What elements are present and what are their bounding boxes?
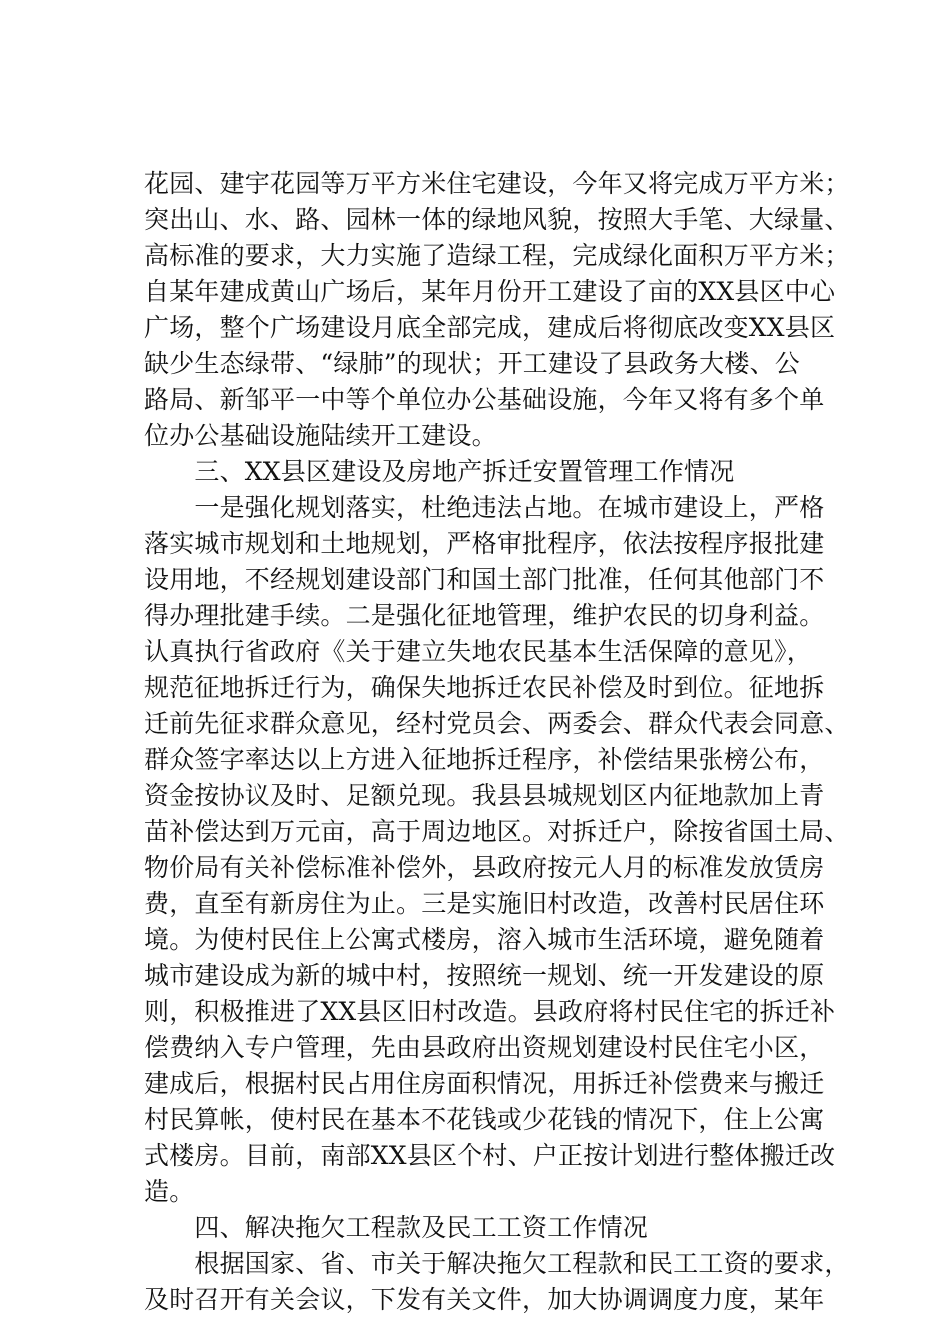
text-line: 一是强化规划落实，杜绝违法占地。在城市建设上，严格 — [144, 493, 825, 522]
text-line: 偿费纳入专户管理，先由县政府出资规划建设村民住宅小区， — [144, 1033, 825, 1062]
text-line: 突出山、水、路、园林一体的绿地风貌，按照大手笔、大绿量、 — [144, 205, 850, 234]
text-line: 城市建设成为新的城中村，按照统一规划、统一开发建设的原 — [144, 961, 825, 990]
text-line: 建成后，根据村民占用住房面积情况，用拆迁补偿费来与搬迁 — [144, 1069, 825, 1098]
text-line: 规范征地拆迁行为，确保失地拆迁农民补偿及时到位。征地拆 — [144, 673, 825, 702]
section-heading: 三、XX县区建设及房地产拆迁安置管理工作情况 — [144, 457, 735, 486]
text-line: 资金按协议及时、足额兑现。我县县城规划区内征地款加上青 — [144, 781, 825, 810]
text-line: 缺少生态绿带、“绿肺”的现状；开工建设了县政务大楼、公 — [144, 349, 800, 378]
text-line: 费，直至有新房住为止。三是实施旧村改造，改善村民居住环 — [144, 889, 825, 918]
text-line: 及时召开有关会议，下发有关文件，加大协调调度力度，某年 — [144, 1285, 825, 1314]
text-line: 群众签字率达以上方进入征地拆迁程序，补偿结果张榜公布， — [144, 745, 825, 774]
text-line: 境。为使村民住上公寓式楼房，溶入城市生活环境，避免随着 — [144, 925, 825, 954]
text-line: 迁前先征求群众意见，经村党员会、两委会、群众代表会同意、 — [144, 709, 850, 738]
text-line: 广场，整个广场建设月底全部完成，建成后将彻底改变XX县区 — [144, 313, 836, 342]
text-line: 高标准的要求，大力实施了造绿工程，完成绿化面积万平方米； — [144, 241, 850, 270]
text-line: 设用地，不经规划建设部门和国土部门批准，任何其他部门不 — [144, 565, 825, 594]
text-line: 认真执行省政府《关于建立失地农民基本生活保障的意见》， — [144, 637, 812, 666]
text-line: 路局、新邹平一中等个单位办公基础设施，今年又将有多个单 — [144, 385, 825, 414]
text-line: 自某年建成黄山广场后，某年月份开工建设了亩的XX县区中心 — [144, 277, 836, 306]
text-line: 花园、建宇花园等万平方米住宅建设，今年又将完成万平方米； — [144, 169, 850, 198]
text-line: 物价局有关补偿标准补偿外，县政府按元人月的标准发放赁房 — [144, 853, 825, 882]
text-line: 式楼房。目前，南部XX县区个村、户正按计划进行整体搬迁改 — [144, 1141, 836, 1170]
text-line: 落实城市规划和土地规划，严格审批程序，依法按程序报批建 — [144, 529, 825, 558]
section-heading: 四、解决拖欠工程款及民工工资工作情况 — [144, 1213, 649, 1242]
text-line: 根据国家、省、市关于解决拖欠工程款和民工工资的要求， — [144, 1249, 850, 1278]
text-line: 村民算帐，使村民在基本不花钱或少花钱的情况下，住上公寓 — [144, 1105, 825, 1134]
text-line: 得办理批建手续。二是强化征地管理，维护农民的切身利益。 — [144, 601, 825, 630]
text-line: 造。 — [144, 1177, 195, 1206]
text-line: 则，积极推进了XX县区旧村改造。县政府将村民住宅的拆迁补 — [144, 997, 836, 1026]
text-line: 位办公基础设施陆续开工建设。 — [144, 421, 497, 450]
text-line: 苗补偿达到万元亩，高于周边地区。对拆迁户，除按省国土局、 — [144, 817, 850, 846]
